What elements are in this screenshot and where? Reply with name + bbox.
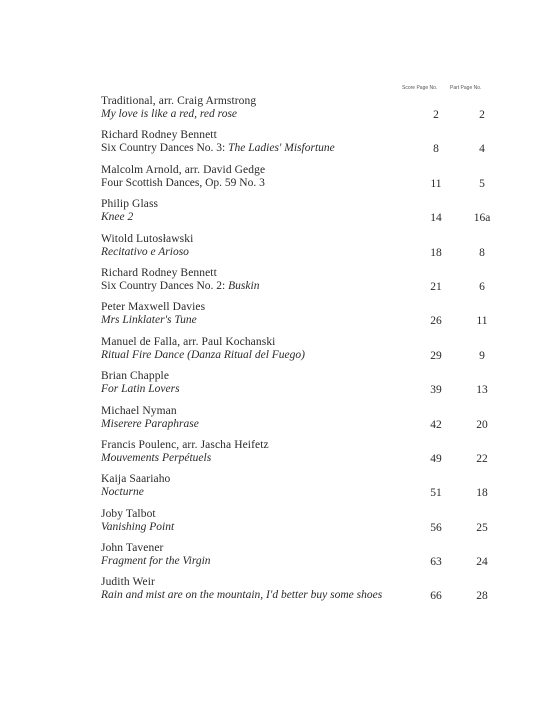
part-page-number: 5 <box>479 177 485 190</box>
composer-name: Philip Glass <box>101 198 159 211</box>
score-page-number: 29 <box>430 349 442 362</box>
part-page-number: 4 <box>479 143 485 156</box>
contents-entry <box>101 198 501 232</box>
work-title-italic: Mrs Linklater's Tune <box>101 314 197 327</box>
score-page-number: 2 <box>433 109 439 121</box>
score-page-number: 14 <box>430 212 442 225</box>
composer-name: Richard Rodney Bennett <box>101 129 217 142</box>
score-page-number: 39 <box>430 384 442 397</box>
contents-entry <box>101 95 501 129</box>
composer-name: Joby Talbot <box>101 507 156 520</box>
part-page-number: 8 <box>479 246 485 259</box>
part-page-number: 6 <box>479 280 485 293</box>
work-title-italic: Knee 2 <box>101 211 134 224</box>
part-page-number: 2 <box>479 109 485 121</box>
work-title-italic: Rain and mist are on the mountain, I'd better buy some shoes <box>101 589 383 602</box>
work-title-italic: The Ladies' Misfortune <box>228 142 335 155</box>
contents-entry <box>101 336 501 370</box>
work-title-italic: My love is like a red, red rose <box>101 108 238 120</box>
work-title-italic: Ritual Fire Dance (Danza Ritual del Fuego) <box>101 348 305 361</box>
contents-entry <box>101 164 501 198</box>
contents-entry <box>101 267 501 301</box>
work-title-italic: Miserere Paraphrase <box>101 417 199 430</box>
score-page-header: Score Page No. <box>402 85 438 91</box>
composer-name: Manuel de Falla, arr. Paul Kochanski <box>101 335 276 348</box>
part-page-number: 9 <box>479 349 485 362</box>
score-page-number: 8 <box>433 143 439 156</box>
composer-name: Traditional, arr. Craig Armstrong <box>101 95 257 107</box>
composer-name: Michael Nyman <box>101 404 177 417</box>
work-title-italic: Mouvements Perpétuels <box>101 451 212 464</box>
composer-name: Witold Lutosławski <box>101 232 194 245</box>
contents-entry <box>101 542 501 576</box>
contents-entry <box>101 233 501 267</box>
part-page-number: 18 <box>476 487 488 500</box>
composer-name: Peter Maxwell Davies <box>101 301 206 314</box>
score-page-number: 21 <box>430 280 442 293</box>
contents-list <box>101 95 501 611</box>
work-title-italic: Buskin <box>228 279 260 292</box>
score-page-number: 49 <box>430 452 442 465</box>
contents-entry <box>101 508 501 542</box>
contents-entry <box>101 439 501 473</box>
contents-entry <box>101 405 501 439</box>
part-page-number: 25 <box>476 521 488 534</box>
composer-name: Brian Chapple <box>101 370 170 383</box>
score-page-number: 18 <box>430 246 442 259</box>
part-page-header: Part Page No. <box>450 85 482 91</box>
score-page-number: 26 <box>430 315 442 328</box>
part-page-number: 11 <box>476 315 488 328</box>
work-prefix: Six Country Dances No. 2: <box>101 279 229 292</box>
score-page-number: 11 <box>430 177 442 190</box>
composer-name: Malcolm Arnold, arr. David Gedge <box>101 163 266 176</box>
score-page-number: 66 <box>430 590 442 603</box>
composer-name: Francis Poulenc, arr. Jascha Heifetz <box>101 438 269 451</box>
part-page-number: 13 <box>476 384 488 397</box>
composer-name: Kaija Saariaho <box>101 473 171 486</box>
part-page-number: 24 <box>476 556 488 569</box>
part-page-number: 28 <box>476 590 488 603</box>
contents-entry <box>101 301 501 335</box>
work-prefix: Four Scottish Dances, Op. 59 No. 3 <box>101 176 265 189</box>
part-page-number: 20 <box>476 418 488 431</box>
part-page-number: 16a <box>473 212 491 225</box>
work-prefix: Six Country Dances No. 3: <box>101 142 229 155</box>
score-page-number: 51 <box>430 487 442 500</box>
contents-entry <box>101 129 501 163</box>
score-page-number: 56 <box>430 521 442 534</box>
part-page-number: 22 <box>476 452 488 465</box>
work-title-italic: Fragment for the Virgin <box>101 555 211 568</box>
composer-name: Judith Weir <box>101 576 155 589</box>
score-page-number: 63 <box>430 556 442 569</box>
composer-name: John Tavener <box>101 542 164 555</box>
score-page-number: 42 <box>430 418 442 431</box>
work-title-italic: Recitativo e Arioso <box>101 245 189 258</box>
composer-name: Richard Rodney Bennett <box>101 266 217 279</box>
contents-entry <box>101 576 501 610</box>
work-title-italic: Nocturne <box>101 486 144 499</box>
work-title-italic: Vanishing Point <box>101 520 175 533</box>
work-title-italic: For Latin Lovers <box>101 383 180 396</box>
contents-entry <box>101 473 501 507</box>
contents-entry <box>101 370 501 404</box>
